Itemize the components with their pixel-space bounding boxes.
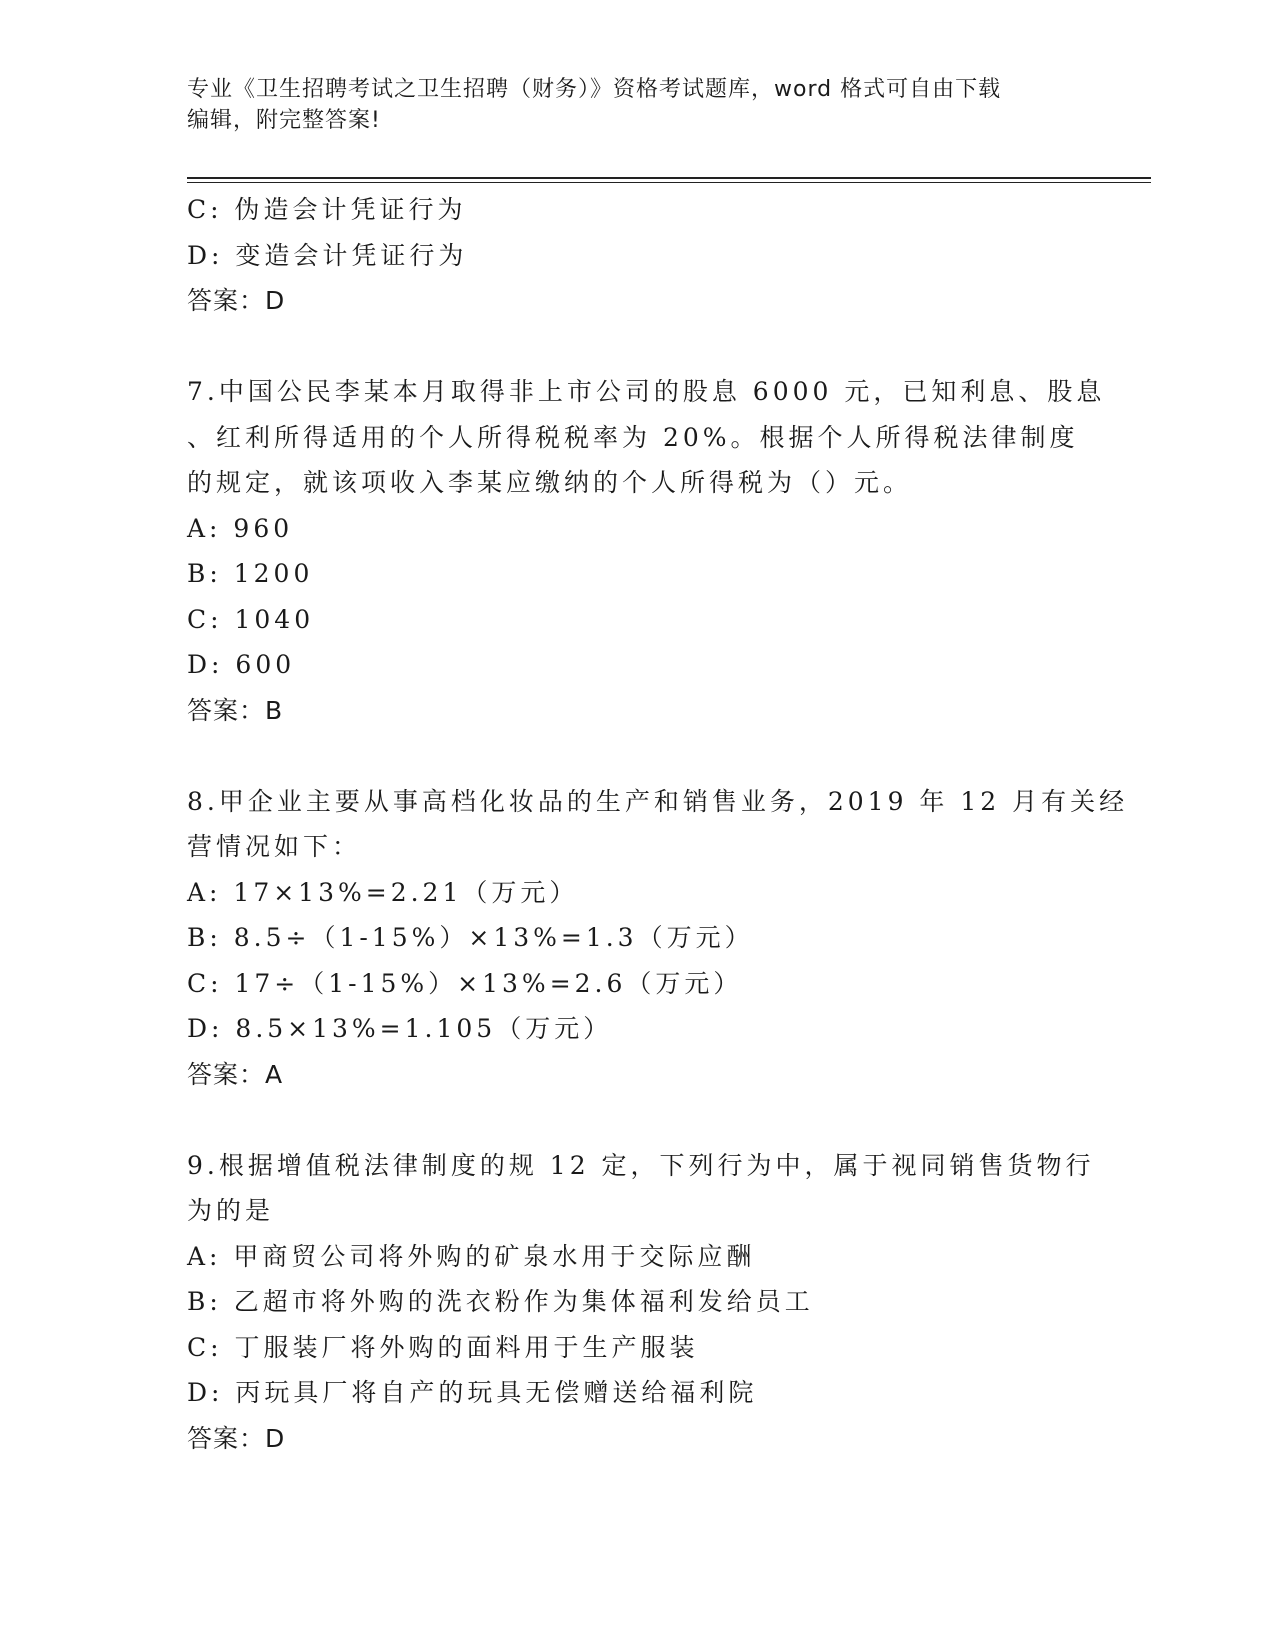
question-text-line: 为的是 [187,1196,275,1225]
option-c: C: 伪造会计凭证行为 [187,195,467,224]
answer: 答案：A [187,1059,284,1089]
question-content [187,187,1129,1461]
question-9 [187,1143,1095,1462]
header-line-1: 专业《卫生招聘考试之卫生招聘（财务）》资格考试题库，word 格式可自由下载 [187,77,1002,102]
header-line-2: 编辑，附完整答案! [187,108,381,133]
question-text-line: 8.甲企业主要从事高档化妆品的生产和销售业务，2019 年 12 月有关经 [187,786,1129,816]
option-b: B: 1200 [187,559,314,588]
option-b: B: 8.5÷（1-15%）×13%=1.3（万元） [187,923,754,952]
option-d: D: 600 [187,650,296,679]
option-c: C: 1040 [187,604,315,634]
question-text-line: 、红利所得适用的个人所得税税率为 20%。根据个人所得税法律制度 [187,422,1079,452]
option-d: D: 8.5×13%=1.105（万元） [187,1014,613,1043]
prev-question-block [187,187,1087,324]
option-c: C: 17÷（1-15%）×13%=2.6（万元） [187,968,743,998]
option-d: D: 丙玩具厂将自产的玩具无偿赠送给福利院 [187,1378,758,1407]
option-a: A: 甲商贸公司将外购的矿泉水用于交际应酬 [187,1241,756,1271]
answer: 答案：D [187,1423,286,1453]
document-header [187,74,1087,136]
question-text-line: 的规定，就该项收入李某应缴纳的个人所得税为（）元。 [187,468,913,497]
option-c: C: 丁服装厂将外购的面料用于生产服装 [187,1332,699,1362]
answer: 答案：B [187,695,284,725]
header-divider-thin [187,182,1151,183]
option-b: B: 乙超市将外购的洗衣粉作为集体福利发给员工 [187,1287,814,1316]
answer: 答案：D [187,286,286,315]
question-7 [187,369,1106,733]
question-text-line: 7.中国公民李某本月取得非上市公司的股息 6000 元，已知利息、股息 [187,377,1106,406]
option-a: A: 17×13%=2.21（万元） [187,877,579,907]
question-8 [187,779,1129,1098]
question-text-line: 营情况如下： [187,832,362,861]
header-divider-thick [187,177,1151,179]
option-a: A: 960 [187,513,294,543]
question-text-line: 9.根据增值税法律制度的规 12 定，下列行为中，属于视同销售货物行 [187,1150,1095,1180]
option-d: D: 变造会计凭证行为 [187,240,468,270]
